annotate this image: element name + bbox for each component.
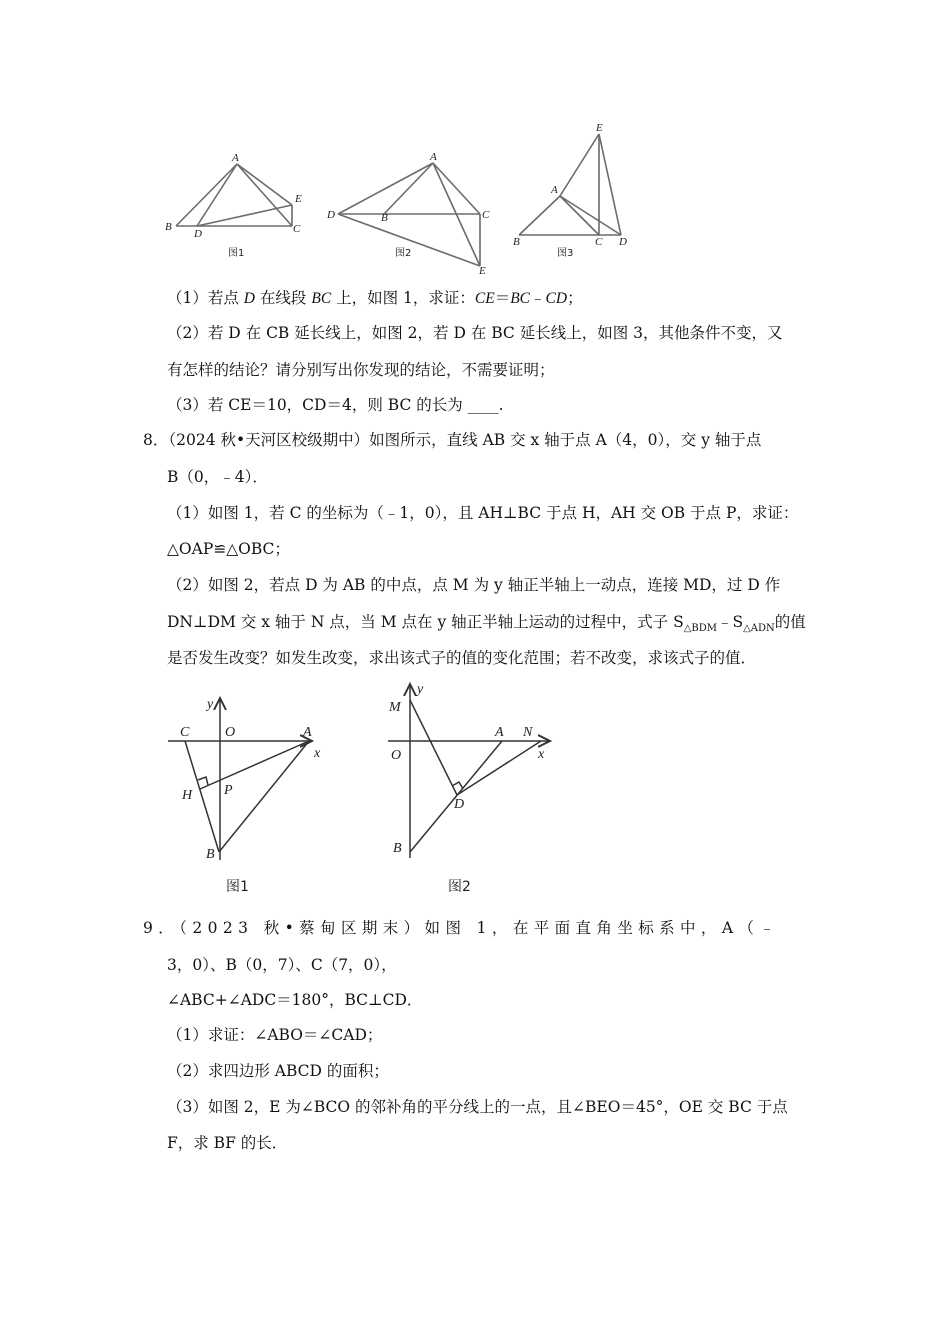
q7-part1-text-a: （1）若点: [167, 289, 244, 307]
q8-part2-minus-S: ﹣S: [716, 613, 744, 631]
q8-line1: [143, 430, 761, 450]
q8-part2-end: 的值: [774, 613, 806, 631]
q8f2-label-A: A: [495, 725, 504, 740]
fig2-label-A: A: [430, 151, 437, 163]
q7-part1-equals: ＝: [494, 289, 511, 307]
q7-part2-line2: 有怎样的结论？请分别写出你发现的结论，不需要证明；: [167, 361, 555, 379]
q8f1-caption: 图1: [226, 879, 249, 895]
q8-number: 8．: [143, 431, 169, 449]
q9-part2: （2）求四边形 ABCD 的面积；: [167, 1062, 389, 1080]
fig3-label-E: E: [596, 122, 603, 134]
fig1-label-A: A: [232, 152, 239, 164]
q8f2-label-B: B: [393, 841, 402, 856]
q9-number: 9．: [143, 919, 180, 937]
q7-part1-segment-BC: BC: [311, 290, 332, 307]
figure-3-triangle: [505, 118, 635, 268]
q8-stem-line1: （2024 秋•天河区校级期中）如图所示，直线 AB 交 x 轴于点 A（4，0），交 y 轴于点: [168, 431, 762, 449]
fig3-lines: [519, 134, 621, 235]
q9-line2: 3，0）、B（0，7）、C（7，0），: [167, 956, 397, 974]
q8f1-label-x: x: [314, 746, 321, 761]
q8f2-label-y: y: [417, 682, 424, 697]
q8f1-label-B: B: [206, 847, 215, 862]
q8f2-label-x: x: [538, 747, 545, 762]
q8-line2: B（0，﹣4）．: [167, 468, 268, 486]
fig3-label-B: B: [513, 236, 520, 248]
q8f1-label-y: y: [207, 697, 214, 712]
fig1-label-D: D: [194, 228, 202, 240]
figure-1-triangle: [160, 150, 310, 260]
q7-part1-end: ；: [567, 289, 583, 307]
q7-part2-line1: （2）若 D 在 CB 延长线上，如图 2，若 D 在 BC 延长线上，如图 3，其他条件不变，又: [167, 324, 783, 342]
q8f2-caption: 图2: [448, 879, 471, 895]
q8-part2-line1: （2）如图 2，若点 D 为 AB 的中点，点 M 为 y 轴正半轴上一动点，连接 MD，过 D 作: [167, 576, 781, 594]
q8-figure-2: [380, 678, 570, 900]
fig2-caption: 图2: [395, 248, 412, 259]
fig2-label-C: C: [482, 209, 490, 221]
q8f1-label-P: P: [224, 783, 233, 798]
q8f2-label-M: M: [389, 700, 401, 715]
q7-part1-minus: ﹣: [530, 289, 546, 307]
q8-part2-sub-ADN: △ADN: [743, 623, 775, 635]
q8f1-label-H: H: [182, 788, 193, 803]
q8-part2-text: DN⊥DM 交 x 轴于 N 点，当 M 点在 y 轴正半轴上运动的过程中，式子 S: [167, 613, 684, 631]
figure-2-triangle: [320, 150, 500, 280]
q9-part1: （1）求证：∠ABO＝∠CAD；: [167, 1026, 383, 1044]
q7-part1-CE: CE: [474, 290, 495, 307]
q9-part3-line1: （3）如图 2，E 为∠BCO 的邻补角的平分线上的一点，且∠BEO＝45°，OE 交 BC 于点: [167, 1098, 788, 1116]
fig2-label-E: E: [479, 265, 486, 277]
q7-part1-CD: CD: [545, 290, 568, 307]
q7-part1-BC: BC: [510, 290, 531, 307]
fig3-caption: 图3: [557, 248, 574, 259]
fig1-label-B: B: [165, 221, 172, 233]
q7-part3: （3）若 CE＝10，CD＝4，则 BC 的长为 ____.: [167, 396, 504, 414]
q8f1-label-O: O: [225, 725, 236, 740]
q8-part2-sub-BDM: △BDM: [683, 623, 717, 635]
fig1-label-C: C: [293, 223, 301, 235]
fig1-lines: [176, 164, 292, 226]
fig3-label-A: A: [551, 184, 558, 196]
q7-part1: [167, 288, 583, 309]
q8-part1-line2: △OAP≌△OBC；: [167, 540, 290, 558]
fig1-caption: 图1: [228, 248, 245, 259]
q8f1-label-A: A: [303, 725, 312, 740]
fig2-label-D: D: [327, 209, 335, 221]
fig1-label-E: E: [295, 193, 302, 205]
q9-part3-line2: F，求 BF 的长．: [167, 1134, 288, 1152]
q7-part1-text-b: 在线段: [255, 289, 312, 307]
q8-part2-line3: 是否发生改变？如发生改变，求出该式子的值的变化范围；若不改变，求该式子的值．: [167, 649, 757, 667]
fig2-label-B: B: [381, 212, 388, 224]
q8f2-label-N: N: [523, 725, 533, 740]
q9-stem-line1: （2023 秋•蔡甸区期末）如图 1，在平面直角坐标系中，A（﹣: [179, 919, 781, 937]
q8f2-label-O: O: [391, 748, 402, 763]
q9-line1: [143, 918, 780, 938]
q8f2-label-D: D: [454, 797, 465, 812]
q7-part1-point-D: D: [243, 290, 255, 307]
q8f1-label-C: C: [180, 725, 190, 740]
q8-part2-line2: [167, 612, 806, 639]
q8-figure-1: [160, 690, 350, 900]
fig3-label-D: D: [619, 236, 627, 248]
fig3-label-C: C: [595, 236, 603, 248]
q8-part1-line1: （1）如图 1，若 C 的坐标为（﹣1，0），且 AH⊥BC 于点 H，AH 交 OB 于点 P，求证：: [167, 504, 799, 522]
q7-part1-text-c: 上，如图 1，求证：: [331, 289, 475, 307]
q9-line3: ∠ABC+∠ADC＝180°，BC⊥CD．: [167, 991, 423, 1009]
